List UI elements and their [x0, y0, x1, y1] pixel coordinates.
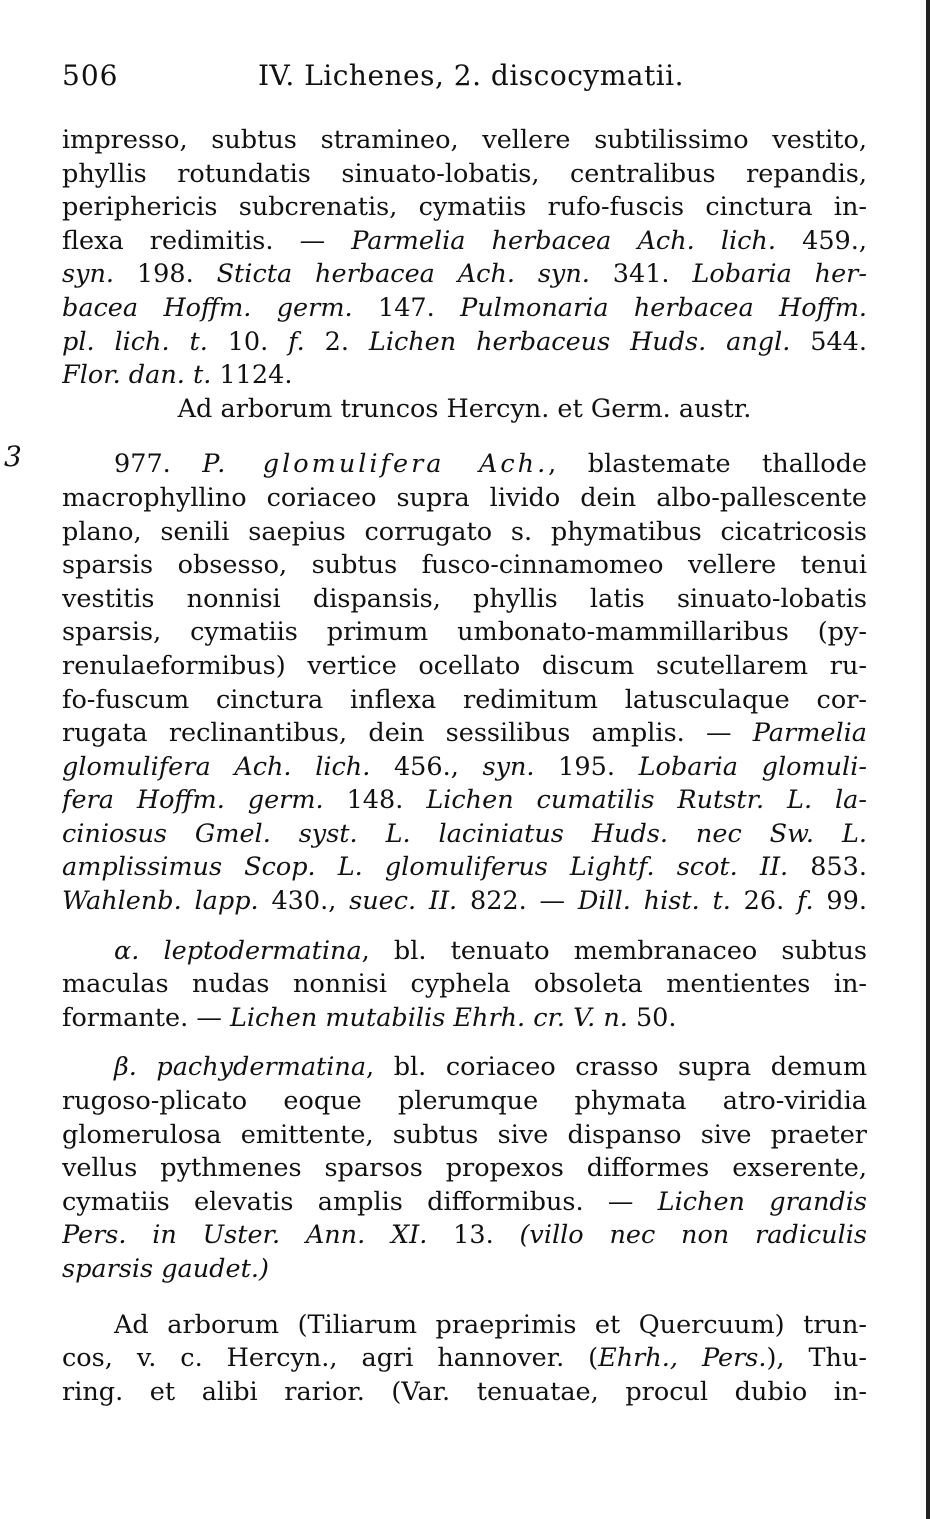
italic-run: (villo nec non radiculis — [519, 1220, 867, 1251]
text-line — [62, 191, 867, 225]
text-line — [62, 1253, 867, 1287]
text-run: 147. — [352, 292, 461, 323]
text-line — [62, 516, 867, 550]
text-run: ), Thu- — [766, 1343, 867, 1374]
text-line — [62, 968, 867, 1002]
text-line — [62, 1085, 867, 1119]
text-run: ring. et alibi rarior. (Var. tenuatae, procul dubio in- — [62, 1376, 867, 1407]
text-line — [62, 1152, 867, 1186]
text-run: , blastemate thallode — [548, 449, 867, 480]
italic-run: Dill. hist. t. — [577, 886, 731, 917]
text-run: plano, senili saepius corrugato s. phymatibus cicatricosis — [62, 516, 867, 547]
italic-run: Lobaria glomuli- — [638, 751, 867, 782]
text-run: 430., — [258, 886, 350, 917]
text-run: macrophyllino coriaceo supra livido dein albo-pallescente — [62, 482, 867, 513]
variety-alpha-line — [62, 935, 867, 969]
text-run: 13. — [427, 1220, 520, 1251]
text-line — [62, 158, 867, 192]
text-run: cos, v. c. Hercyn., agri hannover. ( — [62, 1343, 599, 1374]
text-line — [62, 1186, 867, 1220]
habitat-paragraph-line — [62, 1309, 867, 1343]
text-run: flexa redimitis. — — [62, 225, 352, 256]
text-run: glomerulosa emittente, subtus sive dispanso sive praeter — [62, 1119, 867, 1150]
italic-run: syn. — [62, 259, 115, 290]
text-run: 10. — [207, 326, 289, 357]
italic-run: amplissimus Scop. L. glomuliferus Lightf. scot. II. — [62, 852, 789, 883]
text-line — [62, 1376, 867, 1410]
text-run: 26. — [730, 886, 797, 917]
italic-run: f. — [288, 326, 305, 357]
text-run: Ad arborum truncos Hercyn. et Germ. austr. — [177, 393, 752, 424]
text-run: , bl. tenuato membranaceo subtus — [361, 935, 867, 966]
text-run: 148. — [323, 785, 427, 816]
italic-run: Wahlenb. lapp. — [62, 886, 259, 917]
italic-run: α. leptodermatina — [114, 935, 362, 966]
italic-run: Lichen grandis — [657, 1186, 867, 1217]
text-run: rugata reclinantibus, dein sessilibus amplis. — — [62, 718, 753, 749]
text-line — [62, 684, 867, 718]
margin-annotation: 3 — [4, 440, 22, 473]
text-run: 853. — [788, 852, 867, 883]
italic-run: syn. — [482, 751, 535, 782]
variety-beta-line — [62, 1051, 867, 1085]
text-line — [62, 225, 867, 259]
italic-run: Sticta herbacea Ach. syn. — [216, 259, 590, 290]
text-run: 99. — [813, 886, 867, 917]
italic-run: Lichen herbaceus Huds. angl. — [368, 326, 791, 357]
text-line — [62, 751, 867, 785]
italic-run: Lichen mutabilis Ehrh. cr. V. n. — [229, 1002, 628, 1033]
text-line — [62, 851, 867, 885]
italic-run: Flor. dan. t. — [62, 360, 212, 391]
italic-run: f. — [796, 886, 814, 917]
italic-run: suec. II. — [349, 886, 458, 917]
text-run: 50. — [627, 1002, 677, 1033]
text-run: maculas nudas nonnisi cyphela obsoleta mentientes in- — [62, 969, 867, 1000]
text-run: renulaeformibus) vertice ocellato discum scutellarem ru- — [62, 650, 867, 681]
species-heading-line — [62, 448, 867, 482]
italic-run: ciniosus Gmel. syst. L. laciniatus Huds. nec Sw. L. — [62, 818, 867, 849]
text-run: 977. — [114, 449, 203, 480]
italic-run: bacea Hoffm. germ. — [62, 292, 353, 323]
text-line — [62, 258, 867, 292]
page-number: 506 — [62, 59, 119, 92]
text-line — [62, 1119, 867, 1153]
italic-run: sparsis gaudet.) — [62, 1254, 269, 1284]
text-line — [62, 1342, 867, 1376]
text-line — [62, 1219, 867, 1253]
text-run: fo-fuscum cinctura inflexa redimitum latusculaque cor- — [62, 684, 867, 715]
text-line — [62, 818, 867, 852]
text-line — [62, 1002, 867, 1036]
text-run: phyllis rotundatis sinuato-lobatis, centralibus repandis, — [62, 158, 867, 189]
italic-run: Parmelia herbacea Ach. lich. — [351, 225, 776, 256]
text-line — [62, 482, 867, 516]
italic-run: Pulmonaria herbacea Hoffm. — [460, 292, 867, 323]
text-run: 456., — [370, 751, 483, 782]
text-run: impresso, subtus stramineo, vellere subtilissimo vestito, — [62, 125, 867, 155]
text-run: 198. — [114, 259, 217, 290]
italic-run: fera Hoffm. germ. — [62, 785, 324, 816]
italic-run: glomulifera Ach. lich. — [62, 751, 371, 782]
text-run: formante. — — [62, 1002, 230, 1033]
text-run: 1124. — [211, 360, 293, 391]
text-run: vestitis nonnisi dispansis, phyllis latis sinuato-lobatis — [62, 583, 867, 614]
text-line — [62, 885, 867, 919]
habitat-line — [62, 393, 867, 427]
text-run: Ad arborum (Tiliarum praeprimis et Quercuum) trun- — [114, 1309, 867, 1340]
text-line — [62, 359, 867, 393]
text-run: sparsis, cymatiis primum umbonato-mammillaribus (py- — [62, 617, 867, 648]
page-edge — [926, 0, 930, 1519]
italic-run: Lichen cumatilis Rutstr. L. la- — [426, 785, 867, 816]
text-run: vellus pythmenes sparsos propexos difformes exserente, — [62, 1153, 867, 1184]
text-line — [62, 717, 867, 751]
text-line — [62, 583, 867, 617]
text-run: 459., — [775, 225, 867, 256]
italic-run: β. pachydermatina — [114, 1052, 367, 1083]
text-line — [62, 326, 867, 360]
text-run: 2. — [304, 326, 369, 357]
text-line — [62, 292, 867, 326]
text-run: 195. — [534, 751, 639, 782]
text-line — [62, 124, 867, 158]
text-line — [62, 650, 867, 684]
text-line — [62, 784, 867, 818]
body-text — [62, 124, 867, 1409]
page-header — [62, 56, 862, 96]
text-line — [62, 549, 867, 583]
italic-run: Pers. in Uster. Ann. XI. — [62, 1220, 428, 1251]
text-run: periphericis subcrenatis, cymatiis rufo-fuscis cinctura in- — [62, 192, 867, 223]
italic-run: Lobaria her- — [692, 259, 867, 290]
running-title: IV. Lichenes, 2. discocymatii. — [258, 59, 685, 92]
italic-run: Ehrh., Pers. — [598, 1343, 767, 1374]
italic-run: pl. lich. t. — [62, 326, 208, 357]
text-run: cymatiis elevatis amplis difformibus. — — [62, 1186, 658, 1217]
text-run: , bl. coriaceo crasso supra demum — [366, 1052, 867, 1083]
text-run: 822. — — [457, 886, 578, 917]
text-run: sparsis obsesso, subtus fusco-cinnamomeo vellere tenui — [62, 550, 867, 581]
text-line — [62, 616, 867, 650]
text-run: 341. — [589, 259, 693, 290]
italic-run: Parmelia — [752, 718, 867, 749]
species-name: P. glomulifera Ach. — [202, 449, 549, 480]
text-run: rugoso-plicato eoque plerumque phymata atro-viridia — [62, 1086, 867, 1117]
text-run: 544. — [790, 326, 867, 357]
